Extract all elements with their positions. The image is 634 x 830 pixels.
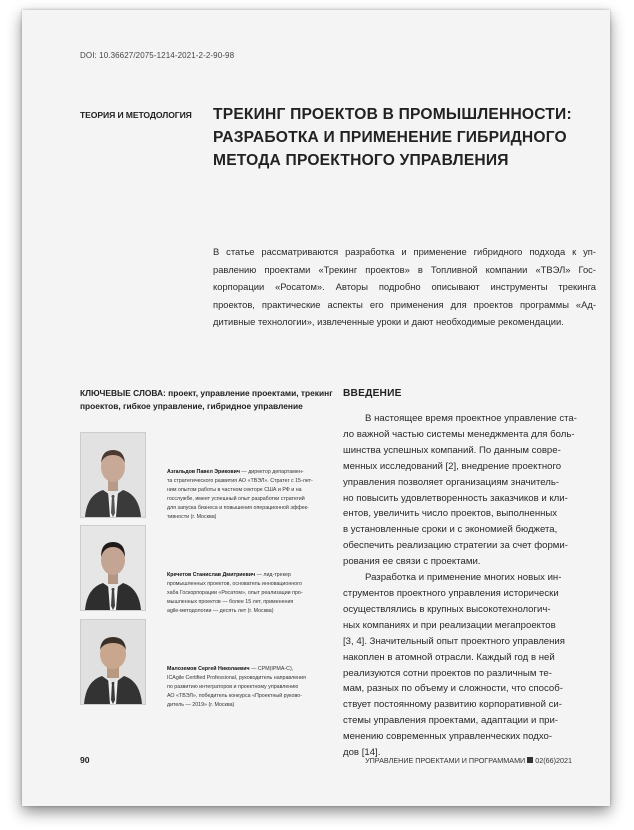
journal-name: УПРАВЛЕНИЕ ПРОЕКТАМИ И ПРОГРАММАМИ — [365, 756, 526, 765]
body-line: ентов, увеличить число проектов, выполненных — [343, 508, 558, 520]
body-line: ствует постоянному развитию корпоративной си- — [343, 699, 562, 711]
abstract-line: В статье рассматриваются разработка и применение гибридного подхода к уп- — [213, 246, 596, 257]
body-line: рования ее связи с проектами. — [343, 556, 481, 568]
body-line: [3, 4]. Значительный опыт проектного управления — [343, 635, 565, 647]
author-bio — [167, 665, 332, 710]
abstract-line: корпорации «Росатом». Авторы подробно описывают инструменты трекинга — [213, 281, 596, 292]
author-bio-line: по развитию интеграторов и проектному управлению — [167, 683, 299, 690]
article-title — [213, 103, 603, 172]
author-card — [80, 619, 330, 709]
section-heading-introduction: ВВЕДЕНИЕ — [343, 388, 402, 399]
author-bio-line: — директор департамен- — [239, 469, 304, 475]
journal-issue: 02(66)2021 — [535, 756, 572, 765]
author-bio-line: хаба Госкорпорации «Росатом», опыт реализации про- — [167, 589, 303, 596]
square-icon — [527, 757, 533, 763]
body-line: управления позволяет организациям значитель- — [343, 476, 560, 488]
title-line: ТРЕКИНГ ПРОЕКТОВ В ПРОМЫШЛЕННОСТИ: — [213, 106, 572, 123]
keywords — [80, 387, 333, 412]
author-bio — [167, 571, 332, 616]
author-bio-line: АО «ТВЭЛ», победитель конкурса «Проектный руково- — [167, 692, 302, 699]
body-line: В настоящее время проектное управление ста- — [365, 413, 577, 424]
body-line: ло важной частью системы менеджмента для боль- — [343, 428, 575, 440]
author-bio-line: госслужбе, имеет успешный опыт разработки стратегий — [167, 495, 305, 502]
body-line: в установленные сроки и с экономией бюджета, — [343, 524, 558, 536]
abstract — [213, 243, 596, 331]
author-name: Кречетов Станислав Дмитриевич — [167, 572, 256, 578]
body-line: дов [14]. — [343, 747, 381, 759]
page-number: 90 — [80, 755, 90, 765]
body-line: шинства успешных компаний. По данным совре- — [343, 444, 561, 456]
body-line: накоплен в атомной отрасли. Каждый год в ней — [343, 651, 555, 663]
author-photo — [80, 619, 146, 705]
author-bio-line: ICAgile Certified Professional, руководитель направления — [167, 674, 306, 681]
body-line: менных исследований [2], внедрение проектного — [343, 460, 562, 472]
body-line: Разработка и применение многих новых ин- — [365, 572, 562, 584]
body-line: ных компаниях и при реализации мегапроектов — [343, 619, 556, 631]
author-bio-line: та стратегического развития АО «ТВЭЛ». Стратег с 15-лет- — [167, 477, 313, 484]
author-name: Малоземов Сергей Николаевич — [167, 666, 250, 672]
author-bio-line: дитель — 2019» (г. Москва) — [167, 701, 235, 708]
author-name: Азгальдов Павел Эрикович — [167, 469, 240, 475]
author-bio-line: для запуска бизнеса и повышения операционной эффек- — [167, 504, 309, 511]
author-bio-line: ним опытом работы в частном секторе США и РФ и на — [167, 486, 302, 493]
body-line: стемы управления проектами, адаптации и при- — [343, 715, 559, 727]
body-line: но повысить удовлетворенность заказчиков и кли- — [343, 492, 568, 504]
body-text — [343, 411, 600, 761]
doi-reference: DOI: 10.36627/2075-1214-2021-2-2-90-98 — [80, 51, 235, 60]
author-bio-line: — CPM(IPMA-C), — [249, 666, 294, 672]
author-bio-line: тивности (г. Москва) — [167, 513, 217, 520]
abstract-line: проектов, практические аспекты его применения для проектов программы «Ад- — [213, 298, 596, 310]
author-bio-line: мышленных проектов — более 15 лет, применения — [167, 598, 294, 605]
body-line: реализуются сотни проектов по различным те- — [343, 667, 552, 679]
author-bio-line: — лид-трекер — [255, 572, 291, 578]
abstract-line: дитивные технологии», извлеченные уроки и дают необходимые рекомендации. — [213, 316, 564, 327]
author-card — [80, 432, 330, 522]
journal-footer — [365, 756, 572, 765]
body-line: менению современных управленческих подхо- — [343, 731, 553, 743]
author-card — [80, 525, 330, 615]
author-bio-line: agile-методологии — десять лет (г. Москва) — [167, 607, 274, 614]
author-bio — [167, 468, 332, 521]
title-line: МЕТОДА ПРОЕКТНОГО УПРАВЛЕНИЯ — [213, 152, 509, 169]
abstract-line: равлению проектами «Трекинг проектов» в Топливной компании «ТВЭЛ» Гос- — [213, 263, 596, 275]
journal-page — [22, 10, 610, 806]
body-line: осуществлялись в крупных высокотехнологич- — [343, 603, 551, 615]
section-label: ТЕОРИЯ И МЕТОДОЛОГИЯ — [80, 110, 192, 120]
keywords-line: проектов, гибкое управление, гибридное управление — [80, 400, 303, 411]
body-line: обеспечить реализацию стратегии за счет форми- — [343, 540, 568, 552]
title-line: РАЗРАБОТКА И ПРИМЕНЕНИЕ ГИБРИДНОГО — [213, 129, 567, 146]
author-photo — [80, 432, 146, 518]
body-line: мам, разных по объему и сложности, что способ- — [343, 683, 563, 695]
author-photo — [80, 525, 146, 611]
author-bio-line: промышленных проектов, основатель инновационного — [167, 580, 302, 587]
body-line: струментов проектного управления исторически — [343, 587, 559, 599]
keywords-line: КЛЮЧЕВЫЕ СЛОВА: проект, управление проектами, трекинг — [80, 388, 333, 398]
